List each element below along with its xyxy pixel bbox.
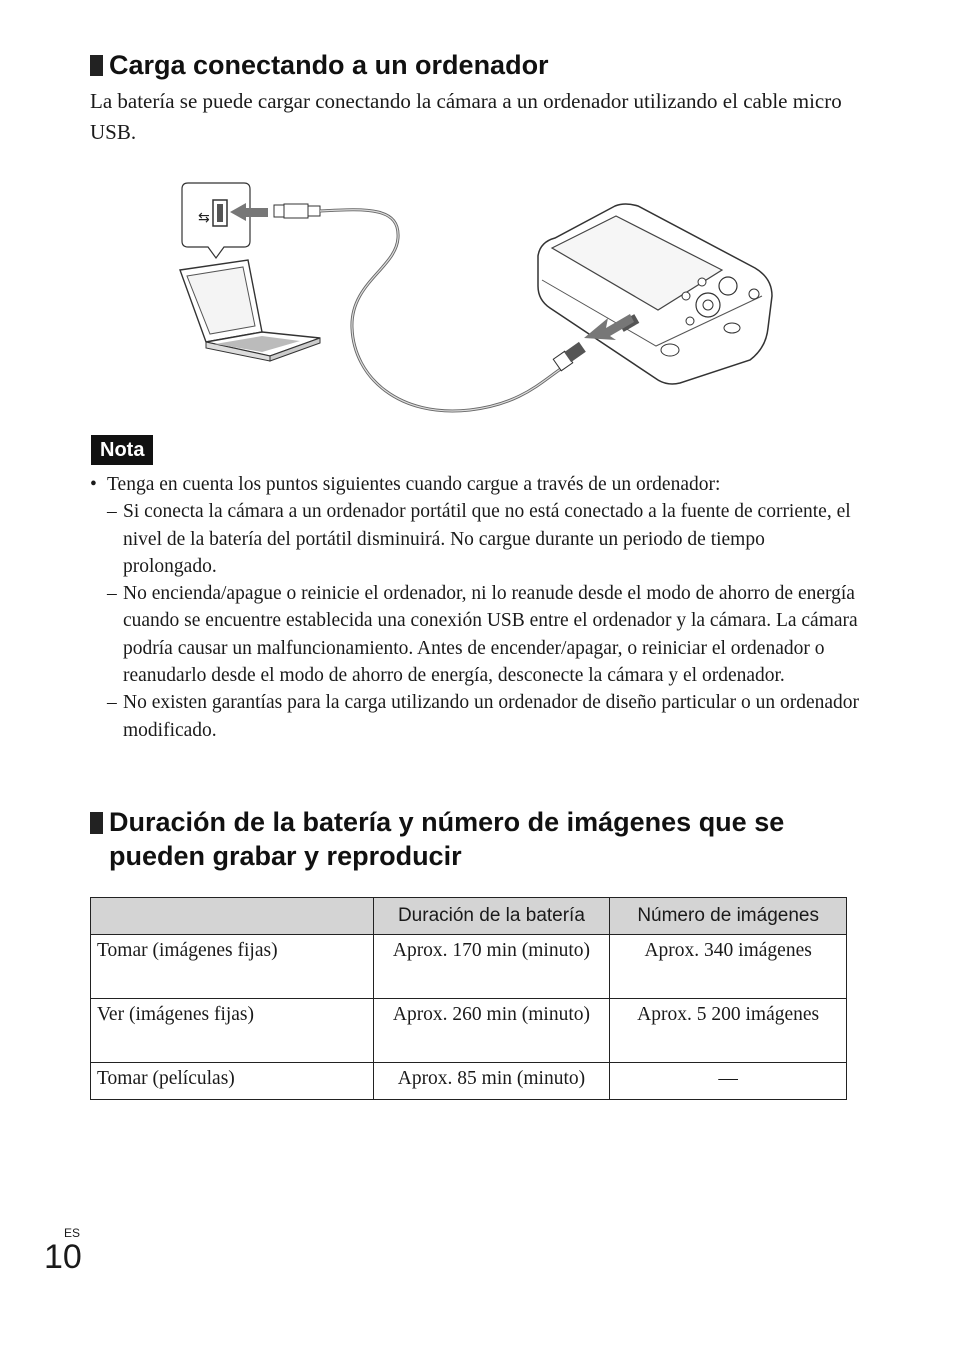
language-code: ES — [64, 1226, 81, 1240]
section-marker-icon — [90, 55, 103, 76]
note-bullet: • Tenga en cuenta los puntos siguientes cuando cargue a través de un ordenador: — [90, 471, 860, 498]
table-cell-duration: Aprox. 170 min (minuto) — [373, 935, 610, 999]
battery-table — [90, 897, 847, 1100]
table-cell-duration: Aprox. 85 min (minuto) — [373, 1063, 610, 1100]
table-header-empty — [91, 898, 374, 935]
usb-port-icon — [182, 183, 250, 258]
note-label: Nota — [91, 435, 153, 465]
page-number: 10 — [44, 1238, 82, 1276]
table-header-images: Número de imágenes — [610, 898, 847, 935]
table-row — [91, 999, 847, 1063]
usb-symbol: ⇆ — [198, 210, 210, 226]
table-cell-images: — — [610, 1063, 847, 1100]
section-title-charging — [90, 48, 549, 82]
table-cell-mode: Tomar (imágenes fijas) — [91, 935, 374, 999]
note-item: – No encienda/apague o reinicie el ordenador, ni lo reanude desde el modo de ahorro de energía cuando se encuentre establecida una conexión USB entre el ordenador y la cámara. La cámara podría causar un malfuncionamiento. Antes de encender/apagar, o reiniciar el ordenador o reanudarlo desde el modo de ahorro de energía, desconecte la cámara y el ordenador. — [90, 580, 860, 689]
table-cell-duration: Aprox. 260 min (minuto) — [373, 999, 610, 1063]
table-cell-mode: Ver (imágenes fijas) — [91, 999, 374, 1063]
table-row — [91, 1063, 847, 1100]
notes-list — [90, 471, 860, 744]
laptop-icon — [180, 260, 320, 361]
usb-connection-diagram — [170, 178, 790, 423]
table-cell-images: Aprox. 5 200 imágenes — [610, 999, 847, 1063]
section-marker-icon — [90, 812, 103, 834]
intro-paragraph: La batería se puede cargar conectando la cámara a un ordenador utilizando el cable micro USB. — [90, 89, 842, 144]
usb-cable-icon — [274, 204, 586, 411]
table-row — [91, 935, 847, 999]
table-header-row — [91, 898, 847, 935]
note-item: – No existen garantías para la carga utilizando un ordenador de diseño particular o un ordenador modificado. — [90, 689, 860, 744]
table-cell-mode: Tomar (películas) — [91, 1063, 374, 1100]
table-cell-images: Aprox. 340 imágenes — [610, 935, 847, 999]
section-title-text: Duración de la batería y número de imágenes que se pueden grabar y reproducir — [109, 807, 785, 871]
note-item: – Si conecta la cámara a un ordenador portátil que no está conectado a la fuente de corriente, el nivel de la batería del portátil disminuirá. No cargue durante un periodo de tiempo prolongado. — [90, 498, 860, 580]
table-header-duration: Duración de la batería — [373, 898, 610, 935]
section-title-text: Carga conectando a un ordenador — [109, 50, 549, 80]
section-title-battery — [90, 805, 870, 873]
